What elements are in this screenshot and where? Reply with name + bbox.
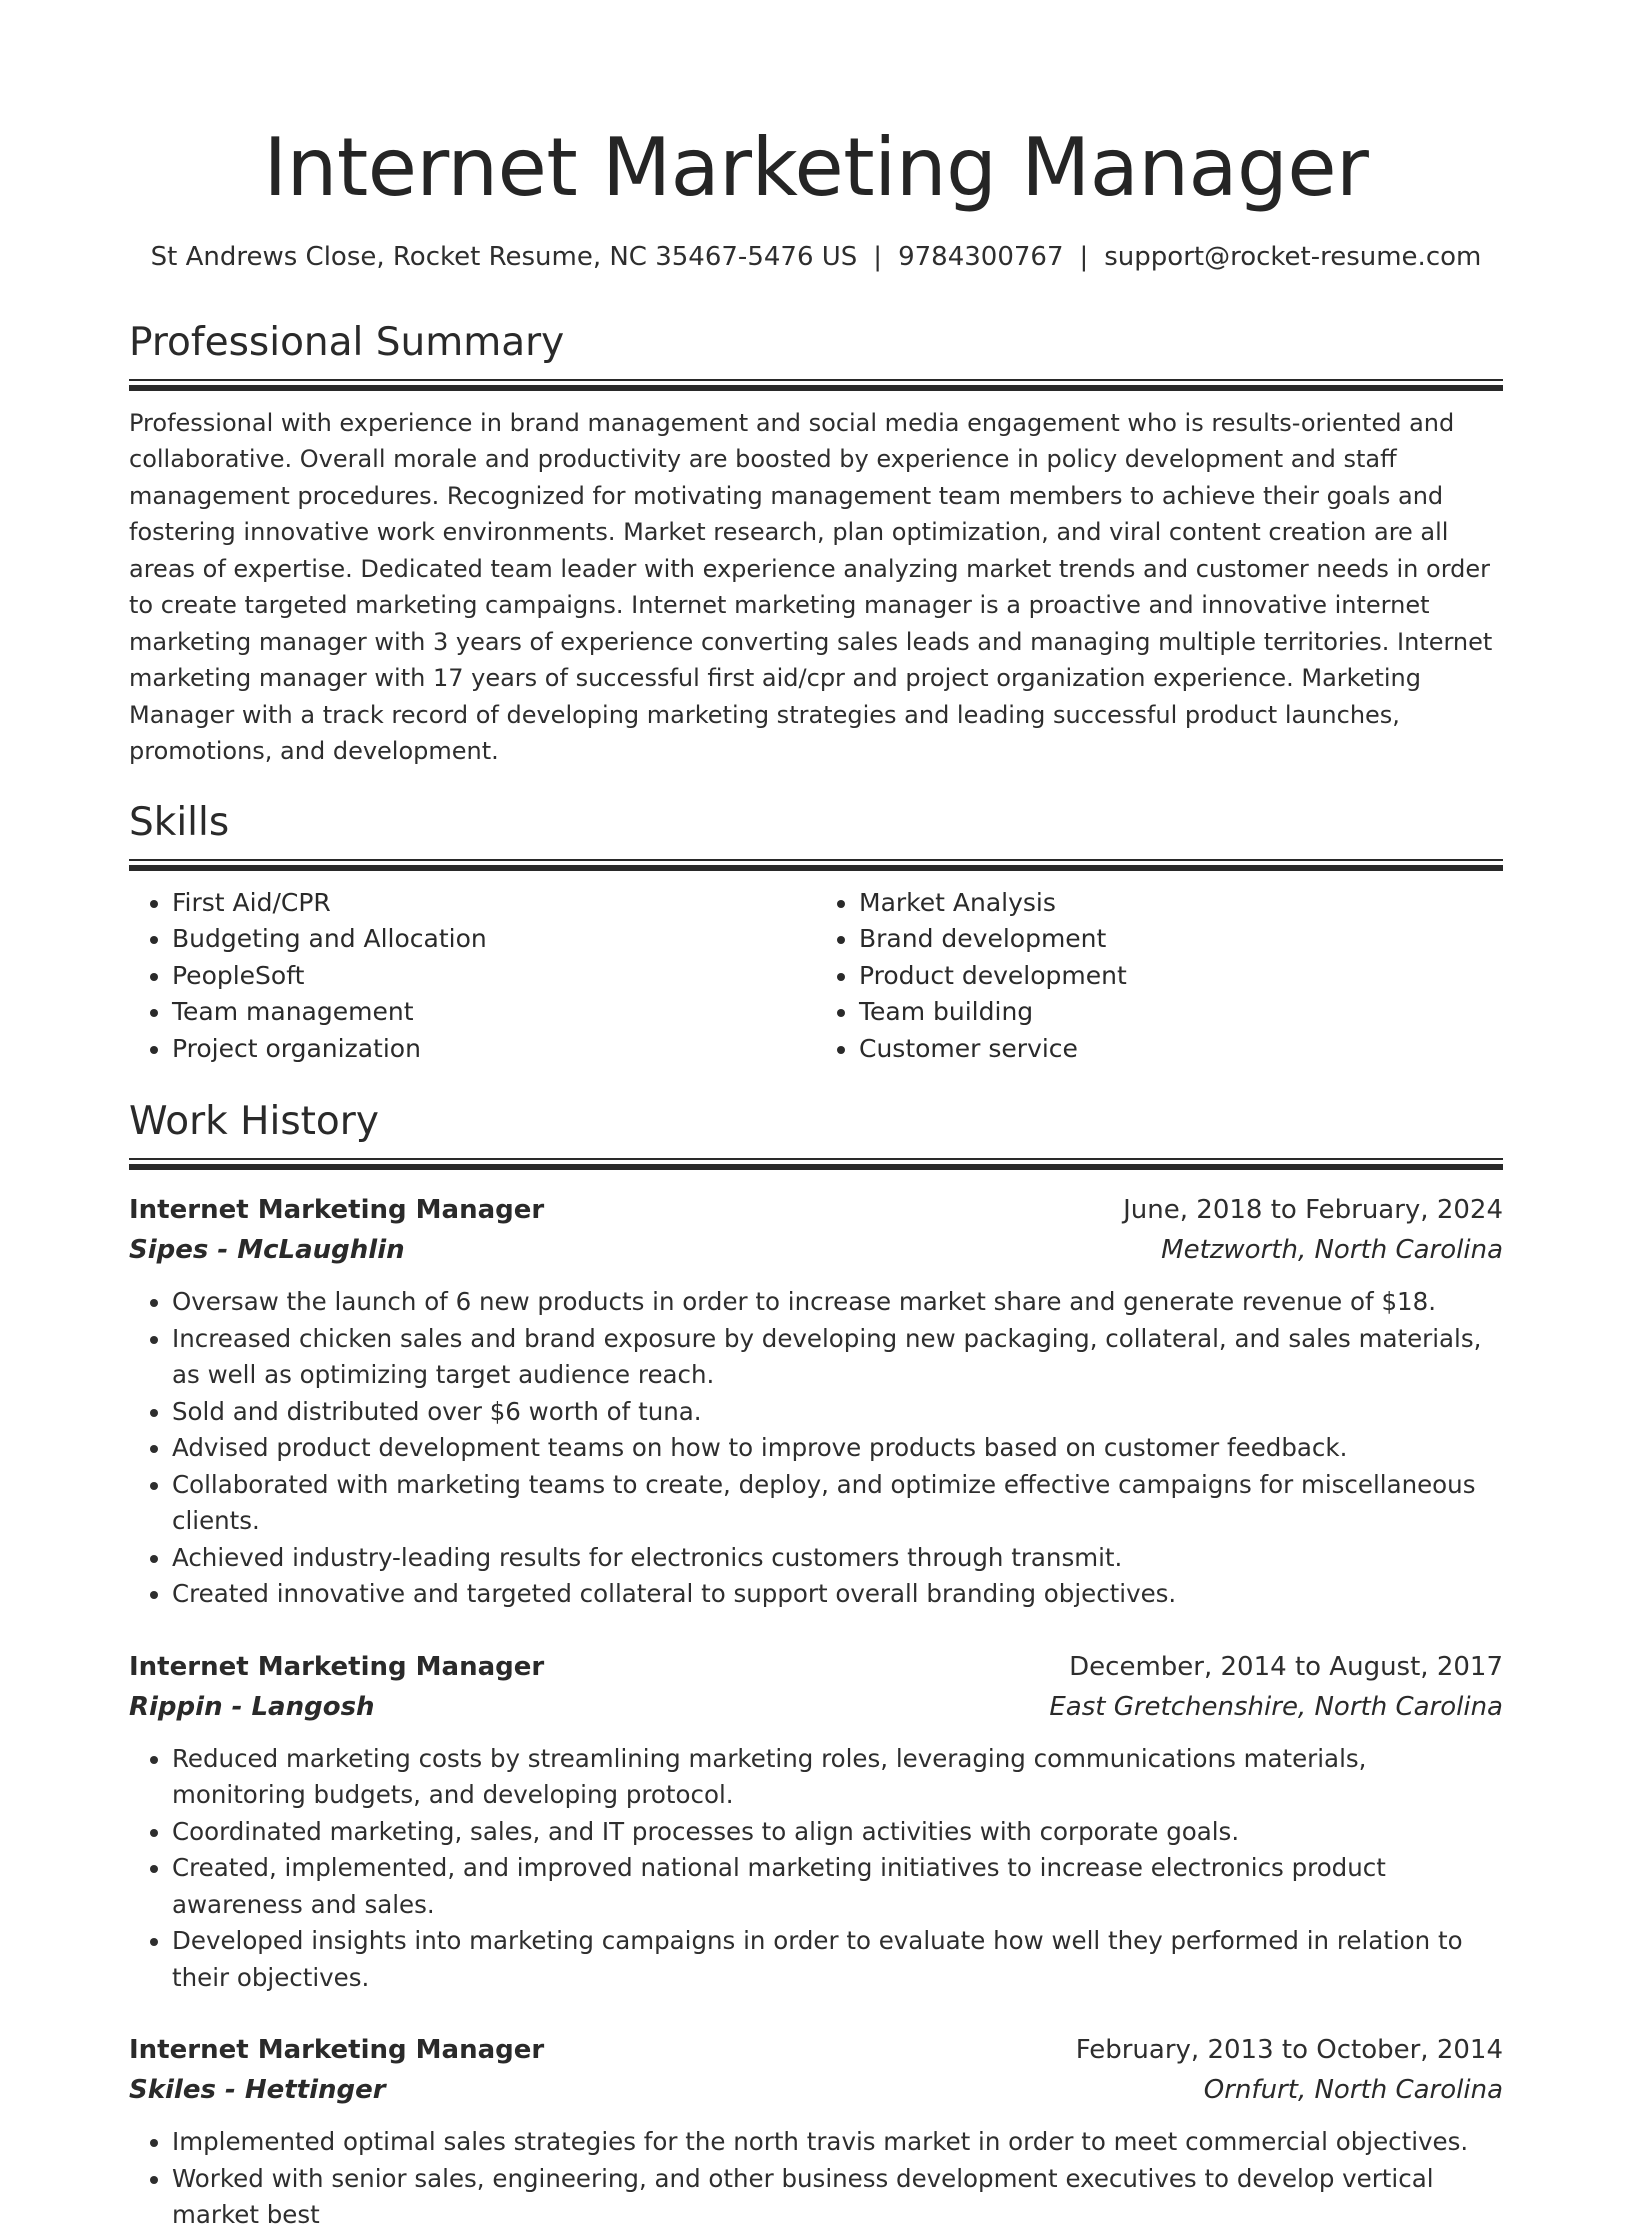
skills-heading: Skills (129, 799, 230, 845)
skill-item: • Project organization (172, 1031, 816, 1068)
job-bullet: • Worked with senior sales, engineering, and other business development executives to develop vertical market best (172, 2161, 1503, 2234)
skills-grid (129, 885, 1503, 1068)
skill-item: • Brand development (859, 921, 1503, 958)
job-bullet: • Developed insights into marketing campaigns in order to evaluate how well they performed in relation to their objectives. (172, 1923, 1503, 1996)
job-bullet: • Advised product development teams on how to improve products based on customer feedback. (172, 1430, 1503, 1467)
section-divider (129, 379, 1503, 391)
job-company-row (129, 1230, 1503, 1270)
job-bullet: • Implemented optimal sales strategies for the north travis market in order to meet commercial objectives. (172, 2124, 1503, 2161)
job-bullet: • Increased chicken sales and brand exposure by developing new packaging, collateral, and sales materials, as well as optimizing target audience reach. (172, 1321, 1503, 1394)
job-company: Rippin - Langosh (129, 1691, 375, 1722)
skill-item: • First Aid/CPR (172, 885, 816, 922)
contact-line (129, 242, 1503, 272)
skill-item: • Team management (172, 994, 816, 1031)
job-bullet: • Achieved industry-leading results for electronics customers through transmit. (172, 1540, 1503, 1577)
job-bullets (129, 2124, 1503, 2234)
job-entry (129, 2030, 1503, 2234)
contact-email: support@rocket-resume.com (1104, 242, 1482, 272)
job-bullet: • Coordinated marketing, sales, and IT processes to align activities with corporate goals. (172, 1814, 1503, 1851)
job-bullet: • Collaborated with marketing teams to create, deploy, and optimize effective campaigns for miscellaneous clients. (172, 1467, 1503, 1540)
skills-column-left (129, 885, 816, 1068)
section-divider (129, 859, 1503, 871)
summary-section (129, 322, 1503, 770)
summary-heading: Professional Summary (129, 320, 565, 365)
work-history-section (129, 1101, 1503, 2233)
job-entry (129, 1190, 1503, 1613)
job-bullet: • Created, implemented, and improved national marketing initiatives to increase electronics product awareness and sales. (172, 1850, 1503, 1923)
job-entry (129, 1647, 1503, 1997)
job-bullets (129, 1284, 1503, 1613)
job-bullets (129, 1741, 1503, 1997)
work-history-heading: Work History (129, 1099, 379, 1145)
skills-column-right (816, 885, 1503, 1068)
job-dates: February, 2013 to October, 2014 (1075, 2035, 1503, 2066)
job-dates: December, 2014 to August, 2017 (1069, 1651, 1503, 1682)
job-location: Ornfurt, North Carolina (1203, 2075, 1503, 2106)
job-location: Metzworth, North Carolina (1161, 1235, 1503, 1266)
skills-section (129, 799, 1503, 1067)
contact-address: St Andrews Close, Rocket Resume, NC 35467-5476 US (150, 242, 858, 272)
job-bullet: • Sold and distributed over $6 worth of tuna. (172, 1394, 1503, 1431)
skill-item: • Budgeting and Allocation (172, 921, 816, 958)
job-title: Internet Marketing Manager (129, 1195, 545, 1226)
summary-text: Professional with experience in brand management and social media engagement who is results-oriented and collaborative. Overall morale and productivity are boosted by experience in policy development and staff management procedures. Recognized for motivating management team members to achieve their goals and fostering innovative work environments. Market research, plan optimization, and viral content creation are all areas of expertise. Dedicated team leader with experience analyzing market trends and customer needs in order to create targeted marketing campaigns. Internet marketing manager is a proactive and innovative internet marketing manager with 3 years of experience converting sales leads and managing multiple territories. Internet marketing manager with 17 years of successful first aid/cpr and project organization experience. Marketing Manager with a track record of developing marketing strategies and leading successful product launches, promotions, and development. (129, 408, 1493, 766)
job-bullet: • Created innovative and targeted collateral to support overall branding objectives. (172, 1576, 1503, 1613)
job-company-row (129, 2070, 1503, 2110)
job-dates: June, 2018 to February, 2024 (1123, 1195, 1503, 1226)
job-header-row (129, 2030, 1503, 2070)
job-location: East Gretchenshire, North Carolina (1049, 1691, 1503, 1722)
job-header-row (129, 1647, 1503, 1687)
skill-item: • Market Analysis (859, 885, 1503, 922)
contact-separator: | (1079, 242, 1089, 272)
section-divider (129, 1158, 1503, 1170)
job-company-row (129, 1687, 1503, 1727)
skill-item: • Product development (859, 958, 1503, 995)
contact-separator: | (873, 242, 883, 272)
job-header-row (129, 1190, 1503, 1230)
skill-item: • Customer service (859, 1031, 1503, 1068)
job-company: Skiles - Hettinger (129, 2075, 386, 2106)
resume-name: Internet Marketing Manager (263, 121, 1369, 214)
job-bullet: • Reduced marketing costs by streamlining marketing roles, leveraging communications materials, monitoring budgets, and developing protocol. (172, 1741, 1503, 1814)
skill-item: • PeopleSoft (172, 958, 816, 995)
job-bullet: • Oversaw the launch of 6 new products in order to increase market share and generate revenue of $18. (172, 1284, 1503, 1321)
skill-item: • Team building (859, 994, 1503, 1031)
contact-phone: 9784300767 (898, 242, 1064, 272)
job-title: Internet Marketing Manager (129, 1651, 545, 1682)
job-company: Sipes - McLaughlin (129, 1235, 405, 1266)
job-title: Internet Marketing Manager (129, 2035, 545, 2066)
